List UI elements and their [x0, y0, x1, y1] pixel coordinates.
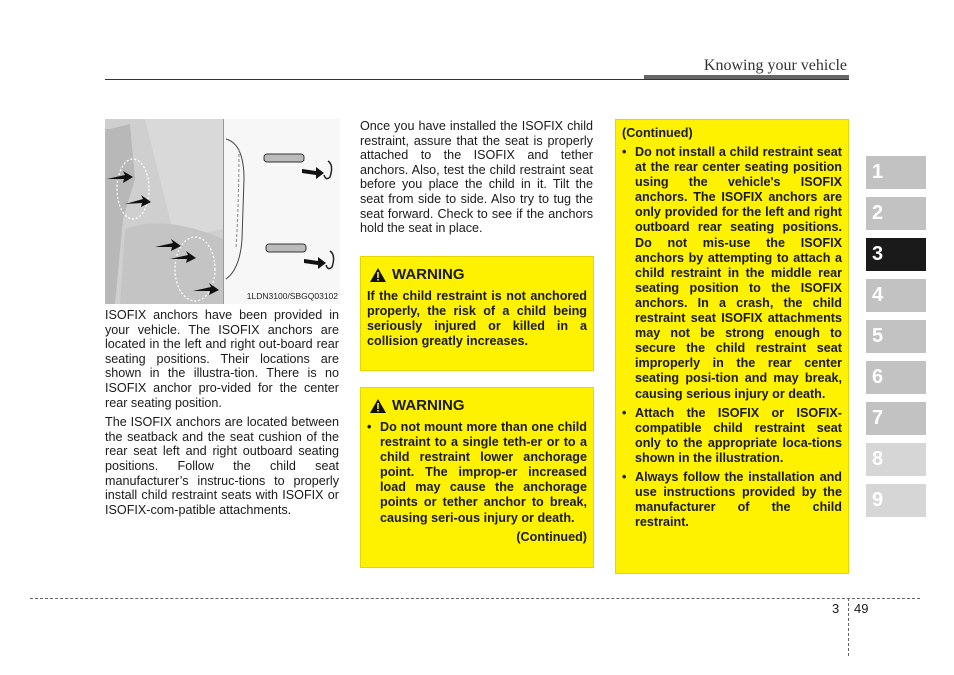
- anchor-detail: [223, 119, 340, 304]
- chapter-tab-7[interactable]: 7: [866, 402, 926, 435]
- warning-title: WARNING: [392, 397, 465, 414]
- continued-warning-box: [615, 119, 849, 574]
- anchor-drawing: [224, 119, 340, 304]
- chapter-tab-3[interactable]: 3: [866, 238, 926, 271]
- installation-check-text: [360, 119, 593, 241]
- bullet-text: Always follow the installation and use instructions provided by the manufacturer of the child restraint.: [635, 469, 842, 530]
- warning-triangle-icon: [370, 268, 386, 282]
- figure-caption: 1LDN3100/SBGQ03102: [246, 291, 338, 301]
- warning-box-2: [360, 387, 594, 568]
- footer-rule: [30, 598, 920, 599]
- paragraph: The ISOFIX anchors are located between the seatback and the seat cushion of the rear seat left and right outboard seating positions. Follow the child seat manufacturer’s instruc-tions to properly install child restraint seats with ISOFIX or ISOFIX-com-patible attachments.: [105, 415, 339, 517]
- continued-heading: (Continued): [622, 126, 693, 140]
- warning-title: WARNING: [392, 266, 465, 283]
- chapter-tab-5[interactable]: 5: [866, 320, 926, 353]
- bullet-text: Attach the ISOFIX or ISOFIX-compatible child restraint seat only to the appropriate loca-tions shown in the illustration.: [635, 405, 842, 465]
- warning-box-1: [360, 256, 594, 371]
- chapter-tab-1[interactable]: 1: [866, 156, 926, 189]
- warning-bullet: [622, 470, 842, 530]
- warning-heading: [370, 397, 587, 414]
- warning-bullet: [367, 420, 587, 526]
- chapter-number: 3: [832, 601, 840, 616]
- warning-text: If the child restraint is not anchored properly, the risk of a child being seriously injured or killed in a collision greatly increases.: [367, 289, 587, 349]
- chapter-tab-4[interactable]: 4: [866, 279, 926, 312]
- warning-bullet: [622, 145, 842, 402]
- section-title: Knowing your vehicle: [703, 57, 847, 74]
- footer-divider: [848, 598, 849, 656]
- isofix-description: [105, 308, 339, 522]
- paragraph: Once you have installed the ISOFIX child restraint, assure that the seat is properly attached to the ISOFIX and tether anchors. Also, test the child restraint seat before you place the child in it. Tilt the seat from side to side. Also try to tug the seat forward. Check to see if the anchors hold the seat in place.: [360, 119, 593, 236]
- header-rule: [105, 79, 849, 80]
- chapter-tab-2[interactable]: 2: [866, 197, 926, 230]
- chapter-tab-8[interactable]: 8: [866, 443, 926, 476]
- warning-triangle-icon: [370, 399, 386, 413]
- bullet-mark: •: [622, 145, 627, 159]
- bullet-mark: •: [367, 420, 372, 434]
- warning-bullet: [622, 406, 842, 466]
- bullet-text: Do not mount more than one child restraint to a single teth-er or to a child restraint lower anchorage point. The improp-er increased load may cause the anchorage points or tether anchor to break, causing seri-ous injury or death.: [380, 420, 587, 525]
- bullet-text: Do not install a child restraint seat at the rear center seating position using the vehicle's ISOFIX anchors. The ISOFIX anchors are only provided for the left and right outboard rear seating positions. Do not mis-use the ISOFIX anchors by attempting to attach a child restraint in the middle rear seating position to the ISOFIX anchors. In a crash, the child restraint seat ISOFIX attachments may not be strong enough to secure the child restraint seat improperly in the rear center seating posi-tion and may break, causing serious injury or death.: [635, 145, 842, 401]
- chapter-tab-6[interactable]: 6: [866, 361, 926, 394]
- seat-photo: [105, 119, 223, 304]
- bullet-mark: •: [622, 405, 627, 420]
- isofix-illustration: [105, 119, 340, 304]
- paragraph: ISOFIX anchors have been provided in your vehicle. The ISOFIX anchors are located in the left and right out-board rear seating positions. Their locations are shown in the illustra-tion. There is no ISOFIX anchor pro-vided for the center rear seating position.: [105, 308, 339, 410]
- bullet-mark: •: [622, 469, 627, 484]
- warning-heading: [370, 266, 587, 283]
- continued-label: (Continued): [516, 529, 587, 544]
- page-number: 49: [854, 601, 869, 616]
- chapter-tab-9[interactable]: 9: [866, 484, 926, 517]
- seat-drawing: [105, 119, 223, 304]
